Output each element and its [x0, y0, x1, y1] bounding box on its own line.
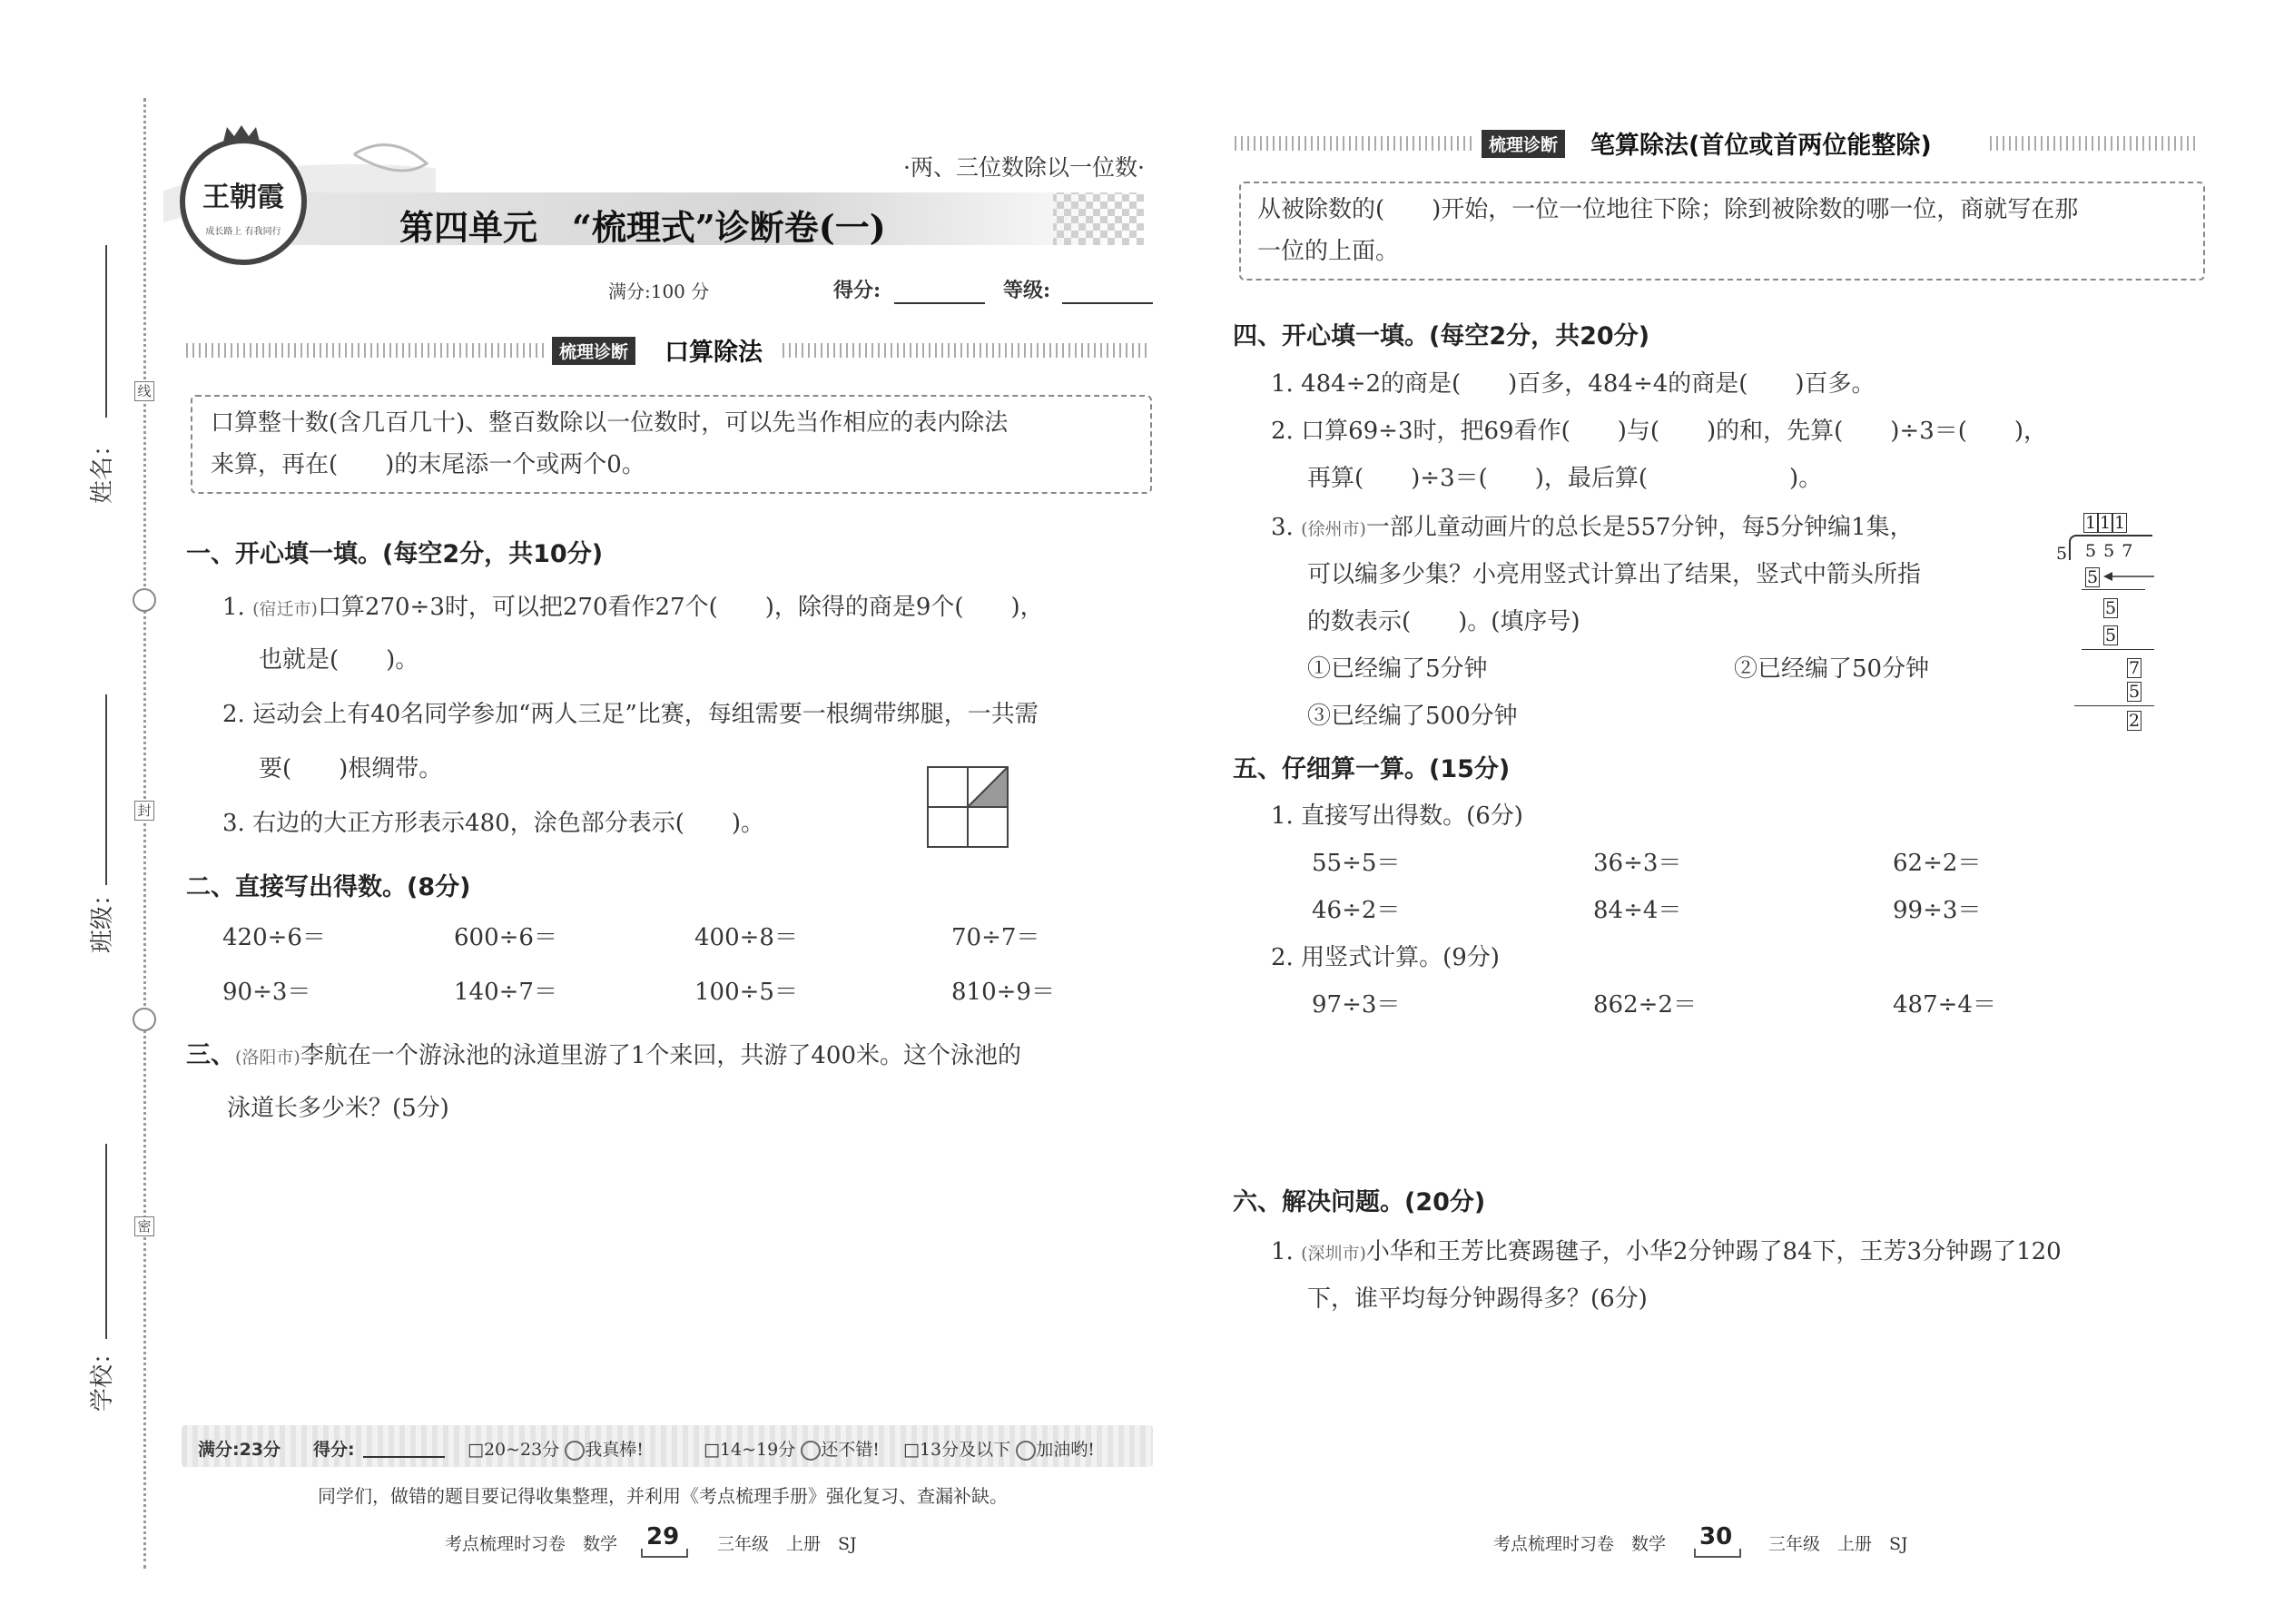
arrow-icon: [2102, 569, 2156, 584]
binding-mark-line: 线: [134, 381, 154, 401]
section-tag: 梳理诊断: [1482, 130, 1565, 158]
crown-icon: [222, 123, 261, 143]
section-tag: 梳理诊断: [552, 337, 635, 365]
smile-icon: [565, 1441, 585, 1461]
calc-item: 97÷3＝: [1312, 991, 1401, 1019]
calc-item: 36÷3＝: [1593, 850, 1682, 877]
brand-logo: 王朝霞 成长路上 有我同行: [180, 138, 307, 265]
binding-hole-bottom: [133, 1008, 156, 1031]
calc-item: 400÷8＝: [694, 924, 798, 951]
section-hatch: [783, 343, 1150, 358]
binding-hole-top: [133, 588, 156, 612]
question-4-2: 2. 口算69÷3时，把69看作( )与( )的和，先算( )÷3＝( )，: [1271, 418, 2048, 445]
question-5-1: 1. 直接写出得数。(6分): [1271, 802, 1523, 830]
footer-option-1[interactable]: □20~23分 我真棒!: [468, 1440, 644, 1460]
class-label: 班级：: [89, 881, 116, 953]
class-underline[interactable]: [105, 694, 107, 885]
question-3-cont: 泳道长多少米？(5分): [227, 1095, 449, 1122]
grade-volume-label: 三年级 上册 SJ: [1768, 1534, 1908, 1554]
score-label: 得分:: [833, 279, 881, 302]
calc-item: 420÷6＝: [222, 924, 326, 951]
calc-item: 99÷3＝: [1893, 897, 1982, 924]
binding-mark-seal: 封: [134, 801, 154, 821]
section-title: 笔算除法(首位或首两位能整除): [1590, 132, 1932, 160]
grade-volume-label: 三年级 上册 SJ: [717, 1534, 857, 1554]
grade-label: 等级:: [1003, 279, 1051, 302]
score-blank[interactable]: [894, 302, 985, 304]
calc-item: 55÷5＝: [1312, 850, 1401, 877]
question-1-1: 1. (宿迁市)口算270÷3时，可以把270看作27个( )，除得的商是9个( )，: [222, 594, 1044, 621]
binding-dotted-line: [143, 98, 146, 1569]
question-1-3: 3. 右边的大正方形表示480，涂色部分表示( )。: [222, 810, 764, 837]
summary-box: 口算整十数(含几百几十)、整百数除以一位数时，可以先当作相应的表内除法 来算，再在( )的末尾添一个或两个0。: [191, 395, 1152, 494]
page-number-bracket: [641, 1549, 688, 1558]
footer-option-2[interactable]: □14~19分 还不错!: [704, 1440, 880, 1460]
question-6-1: 1. (深圳市)小华和王芳比赛踢毽子，小华2分钟踢了84下，王芳3分钟踢了120: [1271, 1238, 2062, 1265]
section-hatch: [186, 343, 545, 358]
footer-full-score: 满分:23分: [198, 1440, 281, 1460]
summary-box: 从被除数的( )开始，一位一位地往下除；除到被除数的哪一位，商就写在那 一位的上面。: [1239, 182, 2205, 281]
calc-item: 862÷2＝: [1593, 991, 1697, 1019]
book-label: 考点梳理时习卷 数学: [1493, 1534, 1667, 1554]
page-number-bracket: [1694, 1549, 1741, 1558]
footer-score-label: 得分:: [313, 1440, 355, 1460]
calc-item: 100÷5＝: [694, 979, 798, 1006]
question-4-3-cont2: 的数表示( )。(填序号): [1307, 608, 1580, 635]
section-title: 口算除法: [665, 339, 763, 367]
calc-item: 140÷7＝: [454, 979, 557, 1006]
section-hatch: [1990, 136, 2199, 151]
book-label: 考点梳理时习卷 数学: [445, 1534, 618, 1554]
question-1-2: 2. 运动会上有40名同学参加“两人三足”比赛，每组需要一根绸带绑腿，一共需: [222, 701, 1039, 728]
review-tip: 同学们，做错的题目要记得收集整理，并利用《考点梳理手册》强化复习、查漏补缺。: [318, 1485, 1008, 1507]
school-underline[interactable]: [105, 1144, 107, 1339]
page-number: 30: [1699, 1523, 1733, 1550]
calc-item: 90÷3＝: [222, 979, 311, 1006]
quotient: 1 1 1: [2084, 513, 2126, 533]
name-label: 姓名：: [89, 432, 116, 504]
question-5-heading: 五、仔细算一算。(15分): [1233, 755, 1511, 783]
question-1-1-cont: 也就是( )。: [259, 646, 419, 674]
smile-icon: [1016, 1441, 1036, 1461]
question-1-2-cont: 要( )根绸带。: [259, 755, 443, 782]
calc-item: 84÷4＝: [1593, 897, 1682, 924]
question-4-3: 3. (徐州市)一部儿童动画片的总长是557分钟，每5分钟编1集，: [1271, 514, 1914, 541]
footer-option-3[interactable]: □13分及以下 加油哟!: [903, 1440, 1095, 1460]
page-number: 29: [646, 1523, 680, 1550]
full-score: 满分:100 分: [608, 281, 710, 302]
question-4-heading: 四、开心填一填。(每空2分，共20分): [1233, 322, 1650, 350]
calc-item: 810÷9＝: [951, 979, 1055, 1006]
question-3: 三、(洛阳市)李航在一个游泳池的泳道里游了1个来回，共游了400米。这个泳池的: [186, 1041, 1021, 1069]
option-3: ③已经编了500分钟: [1307, 703, 1518, 730]
question-5-2: 2. 用竖式计算。(9分): [1271, 944, 1500, 971]
school-label: 学校：: [89, 1340, 116, 1412]
question-6-heading: 六、解决问题。(20分): [1233, 1188, 1486, 1216]
question-2-heading: 二、直接写出得数。(8分): [186, 873, 471, 901]
topic-label: ·两、三位数除以一位数·: [903, 154, 1145, 181]
grade-blank[interactable]: [1062, 302, 1153, 304]
square-figure: [926, 765, 1009, 849]
option-1: ①已经编了5分钟: [1307, 655, 1488, 683]
calc-item: 600÷6＝: [454, 924, 557, 951]
name-underline[interactable]: [105, 245, 107, 418]
question-6-1-cont: 下，谁平均每分钟踢得多？(6分): [1307, 1285, 1648, 1313]
section-hatch: [1235, 136, 1475, 151]
binding-mark-secret: 密: [134, 1216, 154, 1236]
question-4-3-cont: 可以编多少集？小亮用竖式计算出了结果，竖式中箭头所指: [1307, 561, 1922, 588]
smile-icon: [801, 1441, 821, 1461]
calc-item: 62÷2＝: [1893, 850, 1982, 877]
question-4-1: 1. 484÷2的商是( )百多，484÷4的商是( )百多。: [1271, 370, 1876, 398]
page-title: 第四单元 “梳理式”诊断卷(一): [399, 207, 886, 248]
calc-item: 70÷7＝: [951, 924, 1040, 951]
footer-score-blank[interactable]: [363, 1456, 445, 1458]
long-division-figure: 1 1 1 5 5 5 7 5 5 5 7 5 2: [2056, 513, 2161, 740]
question-4-2-cont: 再算( )÷3＝( )，最后算( )。: [1307, 465, 1823, 492]
question-1-heading: 一、开心填一填。(每空2分，共10分): [186, 540, 604, 568]
calc-item: 487÷4＝: [1893, 991, 1996, 1019]
option-2: ②已经编了50分钟: [1734, 655, 1930, 683]
calc-item: 46÷2＝: [1312, 897, 1401, 924]
